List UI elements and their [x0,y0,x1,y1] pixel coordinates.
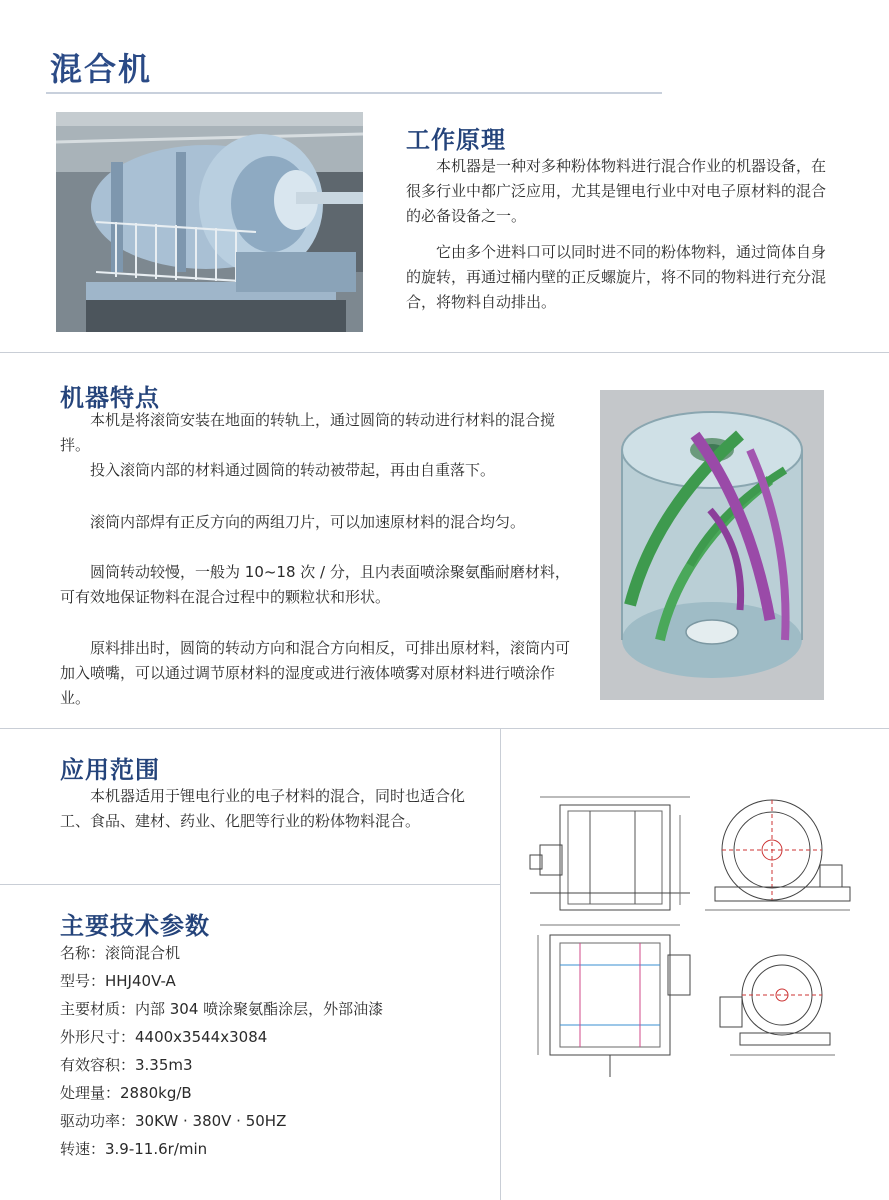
page-title: 混合机 [50,50,153,88]
title-rule [46,92,662,94]
features-title: 机器特点 [60,384,160,412]
application-title: 应用范围 [60,756,160,784]
technical-drawing [520,775,860,1090]
spec-material: 主要材质：内部 304 喷涂聚氨酯涂层，外部油漆 [60,1000,384,1018]
specs-title: 主要技术参数 [60,912,210,940]
features-paragraph-3: 滚筒内部焊有正反方向的两组刀片，可以加速原材料的混合均匀。 [90,513,526,531]
drum-3d-render [600,390,824,700]
application-paragraph: 本机器适用于锂电行业的电子材料的混合，同时也适合化工、食品、建材、药业、化肥等行业的粉体物料混合。 [60,787,466,830]
principle-paragraph-2: 它由多个进料口可以同时进不同的粉体物料，通过筒体自身的旋转，再通过桶内壁的正反螺旋片，将不同的物料进行充分混合，将物料自动排出。 [406,243,827,311]
spec-volume: 有效容积：3.35m3 [60,1056,193,1074]
spec-model: 型号：HHJ40V-A [60,972,176,990]
spec-power: 驱动功率：30KW · 380V · 50HZ [60,1112,287,1130]
features-paragraph-5: 原料排出时，圆筒的转动方向和混合方向相反，可排出原材料，滚筒内可加入喷嘴，可以通过调节原材料的湿度或进行液体喷雾对原材料进行喷涂作业。 [60,639,571,707]
features-paragraph-2: 投入滚筒内部的材料通过圆筒的转动被带起，再由自重落下。 [90,461,496,479]
section-divider [0,352,889,353]
section-divider [0,884,500,885]
features-paragraph-1: 本机是将滚筒安装在地面的转轨上，通过圆筒的转动进行材料的混合搅拌。 [60,411,556,454]
mixer-photo [56,112,363,332]
section-divider [0,728,889,729]
spec-speed: 转速：3.9-11.6r/min [60,1140,208,1158]
principle-title: 工作原理 [406,126,506,154]
principle-paragraph-1: 本机器是一种对多种粉体物料进行混合作业的机器设备，在很多行业中都广泛应用，尤其是锂电行业中对电子原材料的混合的必备设备之一。 [406,157,827,225]
spec-dimensions: 外形尺寸：4400x3544x3084 [60,1028,268,1046]
spec-name: 名称：滚筒混合机 [60,944,181,962]
vertical-divider [500,728,501,1200]
spec-capacity: 处理量：2880kg/B [60,1084,192,1102]
features-paragraph-4: 圆筒转动较慢，一般为 10~18 次 / 分，且内表面喷涂聚氨酯耐磨材料，可有效地保证物料在混合过程中的颗粒状和形状。 [60,563,570,606]
